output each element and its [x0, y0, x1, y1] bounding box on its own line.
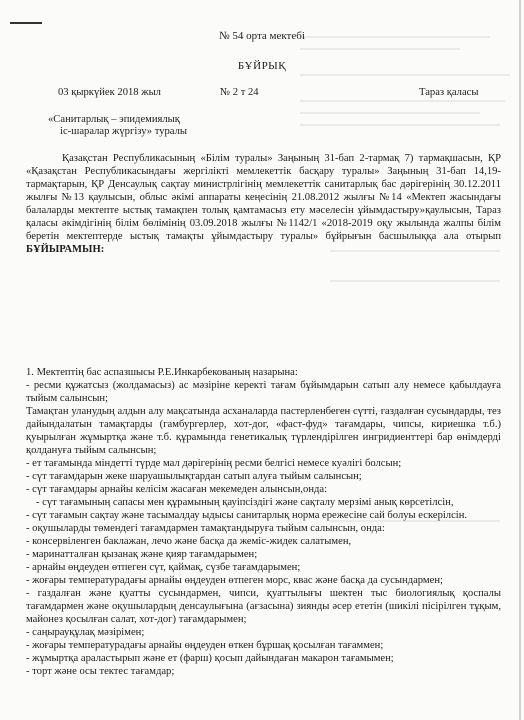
list-item: 1. Мектептің бас аспазшысы Р.Е.Инкарбекованың назарына:: [26, 367, 298, 378]
list-item: - жұмыртқа араластырып және ет (фарш) қосып дайындаған макарон тағамымен;: [26, 653, 394, 664]
order-number: № 2 т 24: [220, 87, 259, 98]
order-keyword: БҰЙЫРАМЫН:: [26, 244, 105, 255]
page-edge-shadow: [519, 0, 521, 720]
list-item: - маринатталған қызанақ және қияр тағамдарымен;: [26, 549, 258, 560]
scan-corner-mark: [10, 22, 42, 24]
city-name: Тараз қаласы: [419, 87, 479, 98]
document-title: БҰЙРЫҚ: [237, 60, 287, 72]
list-item: - ет тағамында міндетті түрде мал дәрігерінің ресми белгісі немесе куәлігі болсын;: [26, 458, 402, 469]
intro-paragraph: [26, 152, 501, 256]
intro-text: Қазақстан Республикасының «Білім туралы» Заңының 31-бап 2-тармақ 7) тармақшасын, ҚР «Қазақстан Республикасындағы жергілікті мемлекеттік басқару туралы» Заңының 31-бап 14,19-тармақтарын, ҚР Денсаулық сақтау министрлігінің мемлекеттік санитарлық бас дәрігерінің 30.12.2011 жылғы №13 қаулысын, облыс әкімі аппараты кеңесінің 21.08.2012 жылғы №14 «Мектеп жасындағы балаларды мектепте ыстық тамақпен толық қамтамасыз ету мәселесін ұйымдастыру»қаулысын, Тараз қаласы әкімдігінің білім бөлімінің 03.09.2018 жылғы №1142/1 «2018-2019 оқу жылында жалпы білім беретін мектептерде ыстық тамақты ұйымдастыру туралы» бұйрығын басшылыққа ала отырып: [26, 153, 501, 242]
topic-line-2: іс-шаралар жүргізу» туралы: [60, 126, 188, 137]
list-item: - сүт тағамының сапасы мен құрамының қауіпсіздігі және сақталу мерзімі анық көрсетілсін,: [36, 497, 454, 508]
list-item: Тамақтан уланудың алдын алу мақсатында асханаларда пастерленбеген сүтті, газдалған сусындарды, тез дайындалатын тамақтарды (гамбургерлер, хот-дог, «фаст-фуд» тағамдары, чипсы, кириешка т.б.) қуырылған жұмыртқа және т.б. құрамында генетикалық түрлендірілген ингридиенттері бар өнімдерді қолдануға тыйым салынсын;: [26, 406, 501, 456]
list-item: - саңырауқұлақ мәзірімен;: [26, 627, 145, 638]
list-item: - арнайы өңдеуден өтпеген сүт, қаймақ, сүзбе тағамдарымен;: [26, 562, 301, 573]
list-item: - газдалған және қуатты сусындармен, чипси, қуаттылығы шектен тыс биологиялық қоспалы тағамдармен және оқушылардың денсаулығына (ағзасына) зиянды әсер ететін (шикілі пісірілген тұқым, майонез қосылған салат, хот-дог) тағамдарымен;: [26, 588, 501, 625]
list-item: - ресми құжатсыз (жолдамасыз) ас мәзіріне керекті тағам бұйымдарын сатып алу немесе қабылдауға тыйым салынсын;: [26, 380, 501, 404]
list-item: - сүт тағамдары арнайы келісім жасаған мекемеден алынсын,онда:: [26, 484, 328, 495]
school-name: № 54 орта мектебі: [219, 30, 305, 42]
list-item: - консервіленген баклажан, лечо және басқа да жеміс-жидек салатымен,: [26, 536, 352, 547]
list-item: - сүт тағамдарын жеке шаруашылықтардан сатып алуға тыйым салынсын;: [26, 471, 362, 482]
list-item: - жоғары температурадағы арнайы өңдеуден өтпеген морс, квас және басқа да сусындармен;: [26, 575, 443, 586]
topic-line-1: «Санитарлық – эпидемиялық: [48, 114, 180, 125]
list-item: - сүт тағамын сақтау және тасымалдау ыдысы санитарлық норма ережесіне сай болуы ескерілсін.: [26, 510, 468, 521]
list-item: - оқушыларды төмендегі тағамдармен тамақтандыруға тыйым салынсын, онда:: [26, 523, 385, 534]
list-item: - торт және осы тектес тағамдар;: [26, 666, 175, 677]
order-items: [26, 366, 501, 678]
order-date: 03 қыркүйек 2018 жыл: [58, 87, 161, 98]
list-item: - жоғары температурадағы арнайы өңдеуден өткен бұршақ қосылған тағаммен;: [26, 640, 384, 651]
